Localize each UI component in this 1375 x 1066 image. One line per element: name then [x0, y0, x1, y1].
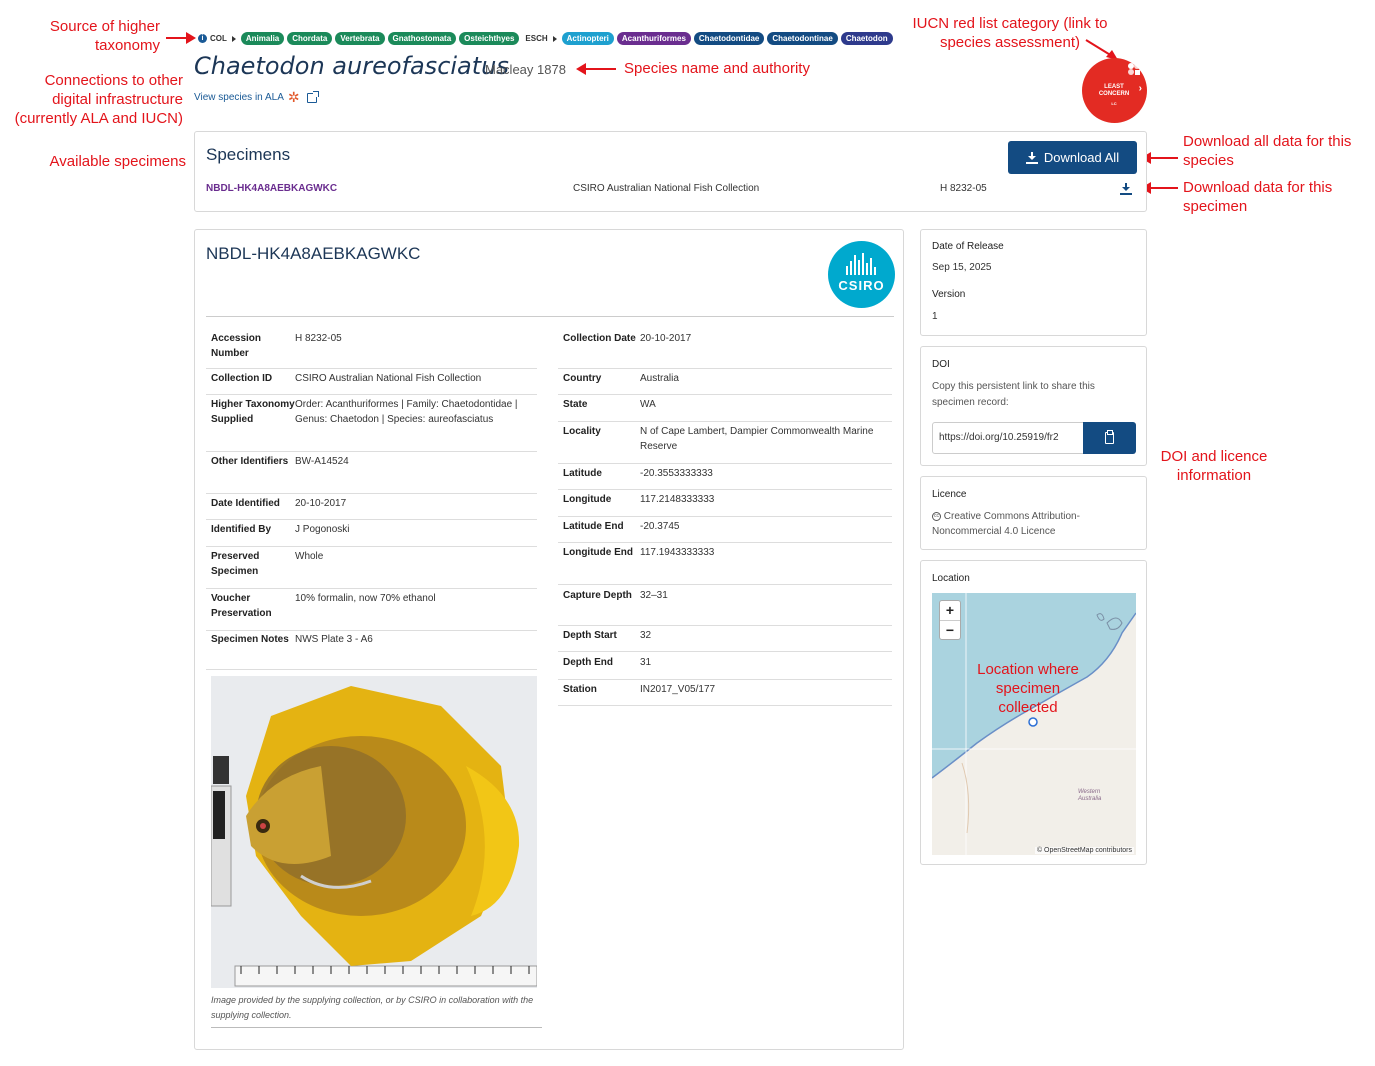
- divider: [211, 1027, 542, 1028]
- metadata-row: [558, 331, 892, 369]
- annotation-species-name: Species name and authority: [624, 60, 810, 77]
- zoom-in-button[interactable]: +: [940, 601, 960, 621]
- metadata-key: State: [563, 399, 588, 410]
- metadata-row: [558, 588, 892, 626]
- metadata-key: Identified By: [211, 524, 272, 535]
- metadata-key: Collection Date: [563, 333, 636, 344]
- external-link-icon: [307, 93, 317, 103]
- metadata-value: Order: Acanthuriformes | Family: Chaetodontidae | Genus: Chaetodon | Species: aureofasciatus: [295, 399, 518, 425]
- annotation-arrow: [1143, 187, 1178, 189]
- annotation-connections: Connections to other digital infrastructure (currently ALA and IUCN): [14, 72, 183, 127]
- metadata-row: [558, 492, 892, 517]
- metadata-value: 117.1943333333: [640, 547, 715, 558]
- metadata-key: Date Identified: [211, 498, 280, 509]
- doi-description: Copy this persistent link to share this specimen record:: [932, 381, 1095, 408]
- metadata-value: 10% formalin, now 70% ethanol: [295, 593, 436, 604]
- licence-card: [920, 476, 1147, 550]
- metadata-value: BW-A14524: [295, 456, 349, 467]
- metadata-key: Latitude: [563, 468, 602, 479]
- release-date-label: Date of Release: [932, 241, 1004, 252]
- iucn-category-code: LC: [1111, 101, 1117, 106]
- taxon-pill[interactable]: Osteichthyes: [459, 32, 519, 45]
- specimen-collection: CSIRO Australian National Fish Collection: [573, 183, 760, 194]
- metadata-value: Australia: [640, 373, 679, 384]
- doi-card: [920, 346, 1147, 466]
- metadata-row: [206, 397, 537, 452]
- species-authority: Macleay 1878: [485, 62, 566, 77]
- copy-doi-button[interactable]: [1083, 422, 1136, 454]
- metadata-row: [558, 371, 892, 395]
- iucn-status-badge[interactable]: [1082, 58, 1147, 123]
- annotation-download-specimen: Download data for this specimen: [1183, 179, 1333, 215]
- metadata-key: Higher Taxonomy Supplied: [211, 399, 295, 425]
- metadata-row: [206, 549, 537, 589]
- taxonomy-esch-pills: [562, 32, 893, 45]
- metadata-row: [558, 628, 892, 652]
- map-region-label: Western Australia: [1078, 789, 1102, 802]
- metadata-row: [206, 371, 537, 395]
- taxon-pill[interactable]: Chaetodontinae: [767, 32, 837, 45]
- institution-name: CSIRO: [838, 278, 885, 293]
- metadata-row: [206, 496, 537, 520]
- taxonomy-col-pills: [241, 32, 520, 45]
- metadata-key: Longitude: [563, 494, 612, 505]
- metadata-row: [206, 632, 537, 670]
- taxon-pill[interactable]: Chaetodontidae: [694, 32, 764, 45]
- specimens-title: Specimens: [206, 145, 291, 164]
- ala-logo-icon: ✲: [287, 89, 300, 105]
- metadata-value: H 8232-05: [295, 333, 342, 344]
- metadata-value: 20-10-2017: [295, 498, 347, 509]
- metadata-row: [206, 522, 537, 547]
- iucn-category-label: LEAST CONCERN: [1098, 84, 1130, 97]
- specimen-image[interactable]: [211, 676, 537, 988]
- annotation-available-specimens: Available specimens: [49, 153, 186, 170]
- metadata-row: [558, 519, 892, 543]
- metadata-value: 31: [640, 657, 652, 668]
- annotation-iucn: IUCN red list category (link to species assessment): [912, 15, 1108, 51]
- location-map[interactable]: [932, 593, 1136, 855]
- metadata-row: [558, 466, 892, 490]
- metadata-key: Longitude End: [563, 547, 633, 558]
- taxonomy-source-esch: ESCH: [525, 34, 548, 43]
- taxon-pill[interactable]: Chaetodon: [841, 32, 893, 45]
- metadata-value: 117.2148333333: [640, 494, 715, 505]
- licence-text: [932, 509, 1132, 539]
- metadata-key: Voucher Preservation: [211, 593, 272, 619]
- metadata-row: [206, 454, 537, 494]
- metadata-row: [206, 591, 537, 631]
- release-date-value: Sep 15, 2025: [932, 262, 992, 273]
- taxonomy-source-col: COL: [210, 34, 227, 43]
- metadata-value: WA: [640, 399, 656, 410]
- metadata-key: Capture Depth: [563, 590, 632, 601]
- metadata-row: [558, 397, 892, 422]
- annotation-doi-licence: DOI and licence information: [1160, 448, 1268, 484]
- csiro-logo[interactable]: [828, 241, 895, 308]
- download-all-label: Download All: [1043, 150, 1120, 165]
- map-tiles: [932, 593, 1136, 855]
- specimens-card: [194, 131, 1147, 212]
- download-icon: [1026, 152, 1038, 164]
- view-in-ala-link[interactable]: [194, 89, 317, 106]
- metadata-key: Accession Number: [211, 333, 262, 359]
- licence-label: Creative Commons Attribution-Noncommercial 4.0 Licence: [932, 511, 1080, 537]
- location-card: [920, 560, 1147, 865]
- annotation-higher-taxonomy: Source of higher taxonomy: [49, 18, 160, 54]
- specimen-link[interactable]: NBDL-HK4A8AEBKAGWKC: [206, 183, 338, 194]
- doi-field[interactable]: https://doi.org/10.25919/fr2: [932, 422, 1084, 454]
- metadata-row: [558, 655, 892, 680]
- specimen-detail-card: [194, 229, 904, 1050]
- metadata-key: Country: [563, 373, 602, 384]
- csiro-bars-icon: [846, 253, 877, 275]
- metadata-value: NWS Plate 3 - A6: [295, 634, 373, 645]
- info-icon[interactable]: i: [198, 34, 207, 43]
- taxon-pill[interactable]: Acanthuriformes: [617, 32, 691, 45]
- metadata-key: Specimen Notes: [211, 634, 289, 645]
- metadata-row: [558, 424, 892, 464]
- metadata-value: IN2017_V05/177: [640, 684, 716, 695]
- metadata-key: Other Identifiers: [211, 456, 289, 467]
- taxon-pill[interactable]: Vertebrata: [335, 32, 384, 45]
- version-label: Version: [932, 289, 966, 300]
- taxon-pill[interactable]: Gnathostomata: [388, 32, 457, 45]
- doi-title: DOI: [932, 359, 950, 370]
- caret-right-icon: [553, 36, 557, 42]
- metadata-value: Whole: [295, 551, 324, 562]
- annotation-location: Location where specimen collected: [977, 661, 1079, 716]
- annotation-arrow: [1143, 157, 1178, 159]
- specimen-title: NBDL-HK4A8AEBKAGWKC: [206, 244, 421, 263]
- metadata-key: Locality: [563, 426, 601, 437]
- divider: [206, 316, 894, 317]
- clipboard-icon: [1105, 432, 1114, 444]
- specimen-photo: [211, 676, 537, 988]
- metadata-value: J Pogonoski: [295, 524, 350, 535]
- taxon-pill[interactable]: Actinopteri: [562, 32, 614, 45]
- version-value: 1: [932, 311, 938, 322]
- map-zoom-control: [939, 600, 961, 640]
- metadata-value: -20.3553333333: [640, 468, 713, 479]
- licence-title: Licence: [932, 489, 967, 500]
- metadata-value: 32–31: [640, 590, 668, 601]
- taxon-pill[interactable]: Animalia: [241, 32, 284, 45]
- location-title: Location: [932, 573, 970, 584]
- download-specimen-icon[interactable]: [1120, 183, 1132, 195]
- metadata-value: 20-10-2017: [640, 333, 692, 344]
- zoom-out-button[interactable]: −: [945, 622, 955, 638]
- chevron-right-icon: ›: [1138, 83, 1142, 94]
- caret-right-icon: [232, 36, 236, 42]
- metadata-key: Station: [563, 684, 597, 695]
- iucn-logo-icon: [1127, 62, 1141, 76]
- metadata-key: Depth End: [563, 657, 613, 668]
- metadata-key: Depth Start: [563, 630, 617, 641]
- annotation-download-all: Download all data for this species: [1183, 133, 1352, 169]
- metadata-value: N of Cape Lambert, Dampier Commonwealth Marine Reserve: [640, 426, 874, 452]
- image-caption: Image provided by the supplying collection, or by CSIRO in collaboration with the supplying collection.: [211, 995, 534, 1020]
- specimen-accession: H 8232-05: [940, 183, 987, 194]
- cc-icon: cc: [934, 512, 939, 519]
- download-all-button[interactable]: [1008, 141, 1137, 174]
- release-card: [920, 229, 1147, 336]
- metadata-key: Latitude End: [563, 521, 624, 532]
- species-name: Chaetodon aureofasciatus: [194, 52, 509, 80]
- metadata-key: Preserved Specimen: [211, 551, 260, 577]
- annotation-arrow: [578, 68, 616, 70]
- metadata-key: Collection ID: [211, 373, 273, 384]
- ala-link-label: View species in ALA: [194, 92, 284, 103]
- metadata-value: 32: [640, 630, 652, 641]
- map-attribution[interactable]: © OpenStreetMap contributors: [1036, 847, 1132, 854]
- taxon-pill[interactable]: Chordata: [287, 32, 332, 45]
- taxonomy-breadcrumb: [198, 32, 893, 45]
- metadata-row: [558, 545, 892, 585]
- metadata-value: CSIRO Australian National Fish Collection: [295, 373, 482, 384]
- metadata-value: -20.3745: [640, 521, 680, 532]
- metadata-row: [558, 682, 892, 706]
- metadata-row: [206, 331, 537, 369]
- annotation-arrow: [166, 37, 194, 39]
